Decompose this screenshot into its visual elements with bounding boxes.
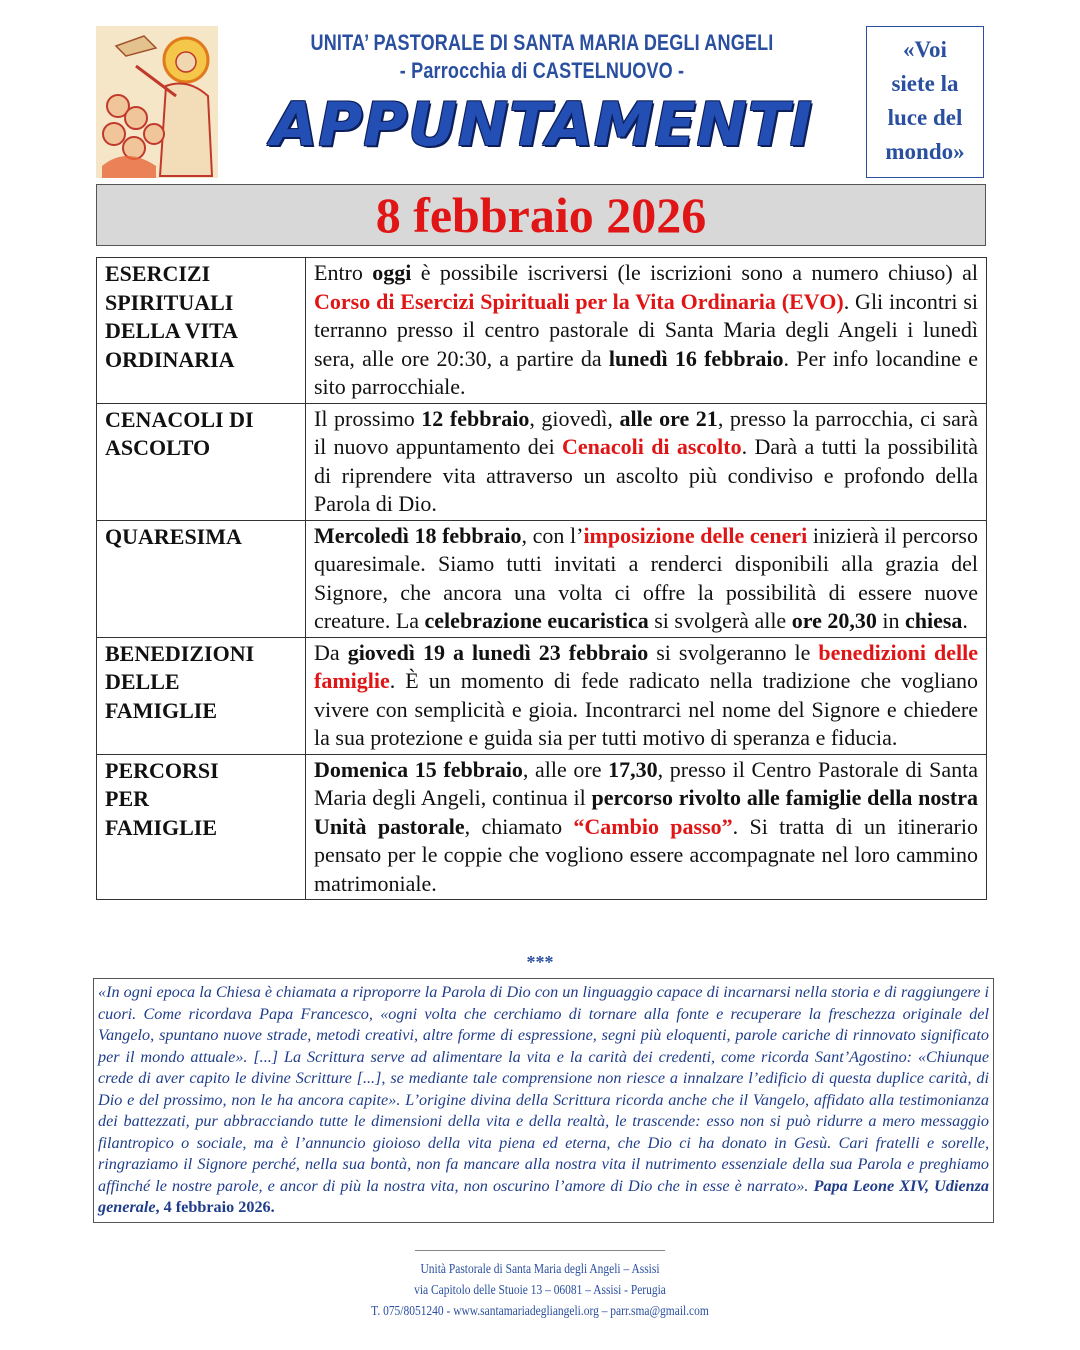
event-description: Entro oggi è possibile iscriversi (le iscrizioni sono a numero chiuso) al Corso di Esercizi Spirituali per la Vita Ordinaria (EVO). Gli incontri si terranno presso il centro pastorale di Santa Maria degli Angeli i lunedì sera, alle ore 20:30, a partire da lunedì 16 febbraio. Per info locandine e sito parrocchiale. (306, 258, 987, 404)
category-line: ASCOLTO (105, 435, 211, 460)
footer-divider (415, 1250, 665, 1251)
event-category (97, 637, 306, 754)
category-line: FAMIGLIE (105, 814, 218, 840)
motto-line: luce del (887, 105, 963, 130)
event-description: Domenica 15 febbraio, alle ore 17,30, presso il Centro Pastorale di Santa Maria degli Angeli, continua il percorso rivolto alle famiglie della nostra Unità pastorale, chiamato “Cambio passo”. Si tratta di un itinerario pensato per le coppie che vogliono essere accompagnate nel loro cammino matrimoniale. (306, 754, 987, 900)
category-line: QUARESIMA (105, 523, 242, 549)
category-line: DELLE (105, 669, 180, 694)
parish-subtitle: - Parrocchia di CASTELNUOVO - (399, 58, 685, 83)
category-line: FAMIGLIE (105, 697, 218, 723)
motto-line: siete la (891, 71, 959, 96)
category-line: CENACOLI DI (105, 406, 254, 432)
footer-address: via Capitolo delle Stuoie 13 – 06081 – Assisi - Perugia (414, 1282, 666, 1297)
event-description: Il prossimo 12 febbraio, giovedì, alle ore 21, presso la parrocchia, ci sarà il nuovo appuntamento dei Cenacoli di ascolto. Darà a tutti la possibilità di riprendere vita attraverso un ascolto più condiviso e profondo della Parola di Dio. (306, 403, 987, 520)
quote-text: «In ogni epoca la Chiesa è chiamata a riproporre la Parola di Dio con un linguaggio capace di incarnarsi nella storia e di raggiungere i cuori. Come ricordava Papa Francesco, «ogni volta che cerchiamo di tornare alla fonte e recuperare la freschezza originale del Vangelo, spuntano nuove strade, metodi creativi, altre forme di espressione, segni più eloquenti, parole cariche di rinnovato significato per il mondo attuale». [...] La Scrittura serve ad alimentare la vita e la carità dei credenti, come ricorda Sant’Agostino: «Chiunque crede di aver capito le divine Scritture [...], se mediante tale comprensione non riesce a innalzare l’edificio di questa duplice carità, di Dio e del prossimo, non le ha ancora capite». L’origine divina della Scrittura ricorda anche che il Vangelo, affidato alla testimonianza dei battezzati, pur abbracciando tutte le dimensioni della vita e della realtà, le trascende: esso non si può ridurre a mero messaggio filantropico o sociale, ma è l’annuncio gioioso della vita piena ed eterna, che Dio ci ha donato in Gesù. Cari fratelli e sorelle, ringraziamo il Signore perché, nella sua bontà, non fa mancare alla nostra vita il nutrimento essenziale della sua Parola e preghiamo affinché le nostre parole, e ancor di più la nostra vita, non oscurino l’amore di Dio che in esse è narrato». (98, 983, 989, 1195)
table-row (97, 520, 987, 637)
motto-box (866, 26, 984, 178)
category-line: PER (105, 786, 149, 811)
category-line: ESERCIZI (105, 261, 211, 286)
event-category (97, 520, 306, 637)
header (222, 30, 862, 160)
table-row (97, 403, 987, 520)
category-line: ORDINARIA (105, 346, 235, 372)
event-category (97, 403, 306, 520)
motto-line: mondo» (885, 139, 965, 164)
event-category (97, 258, 306, 404)
footer (0, 1258, 1080, 1321)
event-category (97, 754, 306, 900)
table-row (97, 258, 987, 404)
quote-source: Udienza generale (98, 1176, 990, 1216)
event-description: Da giovedì 19 a lunedì 23 febbraio si svolgeranno le benedizioni delle famiglie. È un momento di fede radicato nella tradizione che vogliano vivere con semplicità e gioia. Incontrarci nel nome del Signore e chiedere la sua protezione e guida sia per tutti motivo di speranza e fiducia. (306, 637, 987, 754)
footer-contacts: T. 075/8051240 - www.santamariadegliangeli.org – parr.sma@gmail.com (371, 1303, 709, 1318)
quote-date: , 4 febbraio 2026. (155, 1198, 275, 1216)
category-line: DELLA VITA (105, 318, 239, 343)
quote-author: Papa Leone XIV, (813, 1176, 930, 1195)
event-description: Mercoledì 18 febbraio, con l’imposizione delle ceneri inizierà il percorso quaresimale. Siamo tutti invitati a renderci disponibili alla grazia del Signore, che ancora una volta ci offre la possibilità di essere nuove creature. La celebrazione eucaristica si svolgerà alle ore 20,30 in chiesa. (306, 520, 987, 637)
category-line: BENEDIZIONI (105, 640, 255, 666)
category-line: SPIRITUALI (105, 289, 234, 315)
pope-quote (93, 978, 994, 1223)
category-line: PERCORSI (105, 757, 219, 783)
section-separator: *** (526, 952, 554, 972)
page-title: APPUNTAMENTI (270, 90, 814, 160)
logo-illustration (96, 26, 218, 178)
footer-address-name: Unità Pastorale di Santa Maria degli Angeli – Assisi (420, 1261, 660, 1276)
table-row (97, 637, 987, 754)
events-table (96, 257, 987, 900)
motto-line: «Voi (903, 37, 947, 62)
parish-name: UNITA’ PASTORALE DI SANTA MARIA DEGLI ANGELI (310, 30, 774, 55)
table-row (97, 754, 987, 900)
parish-logo (96, 26, 218, 178)
date-banner: 8 febbraio 2026 (96, 184, 986, 246)
